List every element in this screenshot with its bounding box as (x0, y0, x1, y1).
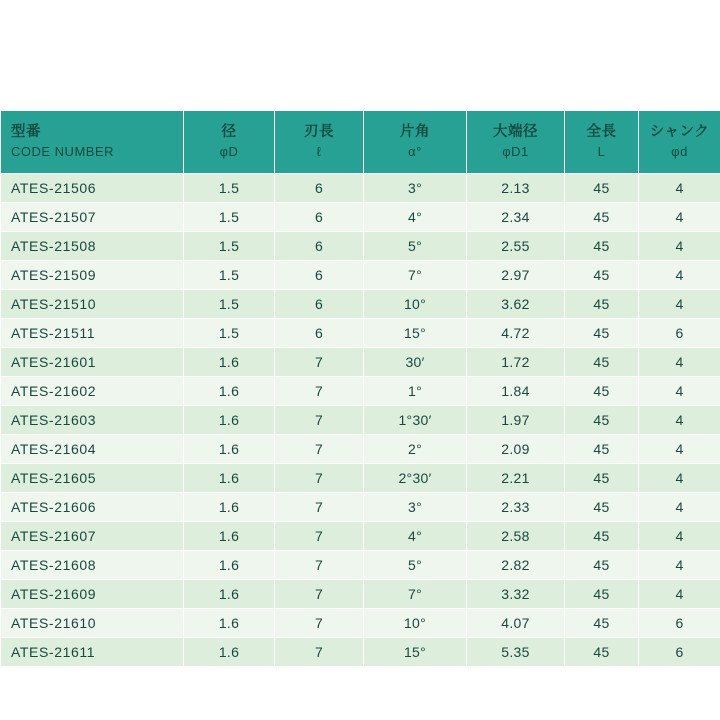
cell-value: 45 (565, 232, 639, 261)
cell-value: 4 (639, 290, 720, 319)
cell-value: 1.97 (467, 406, 565, 435)
table-row (1, 522, 720, 551)
cell-value: 3.62 (467, 290, 565, 319)
cell-code-number: ATES-21606 (1, 493, 184, 522)
cell-value: 4.72 (467, 319, 565, 348)
cell-value: 6 (275, 232, 364, 261)
cell-code-number: ATES-21609 (1, 580, 184, 609)
cell-code-number: ATES-21608 (1, 551, 184, 580)
cell-value: 45 (565, 203, 639, 232)
column-header-diameter (184, 111, 275, 174)
cell-value: 45 (565, 261, 639, 290)
cell-value: 1.5 (184, 290, 275, 319)
table-row (1, 609, 720, 638)
table-header (1, 111, 720, 174)
cell-value: 1.5 (184, 232, 275, 261)
cell-value: 1.72 (467, 348, 565, 377)
spec-table-container (0, 110, 720, 667)
cell-value: 2.97 (467, 261, 565, 290)
cell-value: 4 (639, 493, 720, 522)
column-header-overall-length (565, 111, 639, 174)
column-header-large-end-diameter-jp: 大端径 (493, 124, 538, 141)
cell-value: 45 (565, 464, 639, 493)
cell-value: 6 (275, 174, 364, 203)
column-header-diameter-sym: φD (219, 144, 239, 160)
column-header-overall-length-sym: L (597, 144, 606, 160)
cell-value: 4 (639, 464, 720, 493)
column-header-flute-length-sym: ℓ (316, 144, 322, 160)
column-header-shank (639, 111, 720, 174)
cell-value: 1° (364, 377, 467, 406)
table-row (1, 580, 720, 609)
cell-value: 30′ (364, 348, 467, 377)
cell-value: 4 (639, 377, 720, 406)
cell-code-number: ATES-21610 (1, 609, 184, 638)
cell-value: 7 (275, 551, 364, 580)
cell-value: 1.6 (184, 493, 275, 522)
cell-value: 45 (565, 406, 639, 435)
column-header-code-number-en: CODE NUMBER (11, 144, 115, 160)
cell-value: 15° (364, 319, 467, 348)
cell-value: 7 (275, 377, 364, 406)
table-row (1, 493, 720, 522)
cell-value: 45 (565, 435, 639, 464)
cell-value: 2.13 (467, 174, 565, 203)
cell-value: 5° (364, 551, 467, 580)
column-header-half-angle (364, 111, 467, 174)
column-header-code-number-jp: 型番 (11, 124, 41, 141)
cell-value: 45 (565, 493, 639, 522)
cell-code-number: ATES-21507 (1, 203, 184, 232)
cell-value: 10° (364, 609, 467, 638)
cell-value: 7 (275, 522, 364, 551)
cell-value: 1.6 (184, 348, 275, 377)
cell-value: 3.32 (467, 580, 565, 609)
cell-value: 4 (639, 203, 720, 232)
cell-code-number: ATES-21602 (1, 377, 184, 406)
column-header-code-number (1, 111, 184, 174)
cell-value: 45 (565, 319, 639, 348)
cell-code-number: ATES-21508 (1, 232, 184, 261)
cell-value: 7 (275, 406, 364, 435)
cell-value: 2.34 (467, 203, 565, 232)
table-row (1, 435, 720, 464)
cell-value: 2°30′ (364, 464, 467, 493)
cell-value: 1.6 (184, 435, 275, 464)
cell-value: 7 (275, 464, 364, 493)
cell-value: 7 (275, 435, 364, 464)
header-row (1, 111, 720, 174)
table-row (1, 174, 720, 203)
cell-value: 4 (639, 261, 720, 290)
cell-value: 2.82 (467, 551, 565, 580)
table-row (1, 406, 720, 435)
column-header-large-end-diameter (467, 111, 565, 174)
cell-value: 3° (364, 493, 467, 522)
cell-value: 4 (639, 174, 720, 203)
table-row (1, 290, 720, 319)
cell-value: 4° (364, 522, 467, 551)
cell-value: 45 (565, 580, 639, 609)
table-row (1, 348, 720, 377)
cell-value: 5° (364, 232, 467, 261)
cell-code-number: ATES-21511 (1, 319, 184, 348)
table-row (1, 377, 720, 406)
cell-value: 6 (275, 261, 364, 290)
cell-value: 4 (639, 232, 720, 261)
cell-value: 7 (275, 348, 364, 377)
cell-value: 4 (639, 435, 720, 464)
cell-value: 1.5 (184, 174, 275, 203)
cell-code-number: ATES-21509 (1, 261, 184, 290)
table-row (1, 232, 720, 261)
cell-value: 1.6 (184, 609, 275, 638)
column-header-flute-length-jp: 刃長 (304, 124, 334, 141)
cell-value: 45 (565, 290, 639, 319)
cell-value: 7 (275, 493, 364, 522)
cell-value: 2.55 (467, 232, 565, 261)
cell-code-number: ATES-21604 (1, 435, 184, 464)
cell-value: 5.35 (467, 638, 565, 667)
column-header-shank-jp: シャンク (649, 124, 710, 141)
table-body (1, 174, 720, 667)
cell-code-number: ATES-21506 (1, 174, 184, 203)
spec-table (0, 110, 720, 667)
cell-value: 45 (565, 377, 639, 406)
cell-value: 1.6 (184, 377, 275, 406)
cell-value: 4 (639, 406, 720, 435)
cell-value: 2.33 (467, 493, 565, 522)
cell-value: 1.6 (184, 551, 275, 580)
cell-value: 45 (565, 609, 639, 638)
cell-value: 45 (565, 522, 639, 551)
cell-value: 7° (364, 580, 467, 609)
table-row (1, 319, 720, 348)
column-header-large-end-diameter-sym: φD1 (502, 144, 529, 160)
cell-value: 7 (275, 638, 364, 667)
cell-value: 1°30′ (364, 406, 467, 435)
cell-value: 1.6 (184, 522, 275, 551)
cell-code-number: ATES-21601 (1, 348, 184, 377)
cell-value: 2.09 (467, 435, 565, 464)
cell-value: 2.21 (467, 464, 565, 493)
cell-value: 45 (565, 348, 639, 377)
table-row (1, 261, 720, 290)
cell-value: 7 (275, 580, 364, 609)
cell-code-number: ATES-21605 (1, 464, 184, 493)
cell-value: 6 (639, 638, 720, 667)
column-header-overall-length-jp: 全長 (586, 124, 617, 141)
cell-value: 6 (275, 290, 364, 319)
cell-code-number: ATES-21607 (1, 522, 184, 551)
cell-value: 45 (565, 551, 639, 580)
cell-value: 1.5 (184, 261, 275, 290)
cell-value: 6 (639, 319, 720, 348)
cell-value: 7 (275, 609, 364, 638)
cell-value: 2.58 (467, 522, 565, 551)
column-header-half-angle-jp: 片角 (400, 124, 430, 141)
cell-value: 45 (565, 638, 639, 667)
column-header-shank-sym: φd (671, 144, 688, 160)
cell-value: 1.84 (467, 377, 565, 406)
table-row (1, 203, 720, 232)
cell-value: 6 (275, 319, 364, 348)
cell-value: 1.6 (184, 638, 275, 667)
table-row (1, 551, 720, 580)
cell-code-number: ATES-21611 (1, 638, 184, 667)
cell-code-number: ATES-21603 (1, 406, 184, 435)
cell-code-number: ATES-21510 (1, 290, 184, 319)
cell-value: 4.07 (467, 609, 565, 638)
cell-value: 6 (639, 609, 720, 638)
cell-value: 1.6 (184, 406, 275, 435)
column-header-flute-length (275, 111, 364, 174)
column-header-diameter-jp: 径 (221, 124, 237, 141)
cell-value: 4 (639, 580, 720, 609)
cell-value: 45 (565, 174, 639, 203)
cell-value: 7° (364, 261, 467, 290)
cell-value: 15° (364, 638, 467, 667)
cell-value: 4° (364, 203, 467, 232)
cell-value: 1.6 (184, 464, 275, 493)
cell-value: 3° (364, 174, 467, 203)
cell-value: 4 (639, 348, 720, 377)
column-header-half-angle-sym: α° (408, 144, 422, 160)
cell-value: 4 (639, 551, 720, 580)
cell-value: 1.6 (184, 580, 275, 609)
table-row (1, 638, 720, 667)
cell-value: 1.5 (184, 319, 275, 348)
cell-value: 10° (364, 290, 467, 319)
cell-value: 4 (639, 522, 720, 551)
table-row (1, 464, 720, 493)
cell-value: 6 (275, 203, 364, 232)
cell-value: 2° (364, 435, 467, 464)
cell-value: 1.5 (184, 203, 275, 232)
